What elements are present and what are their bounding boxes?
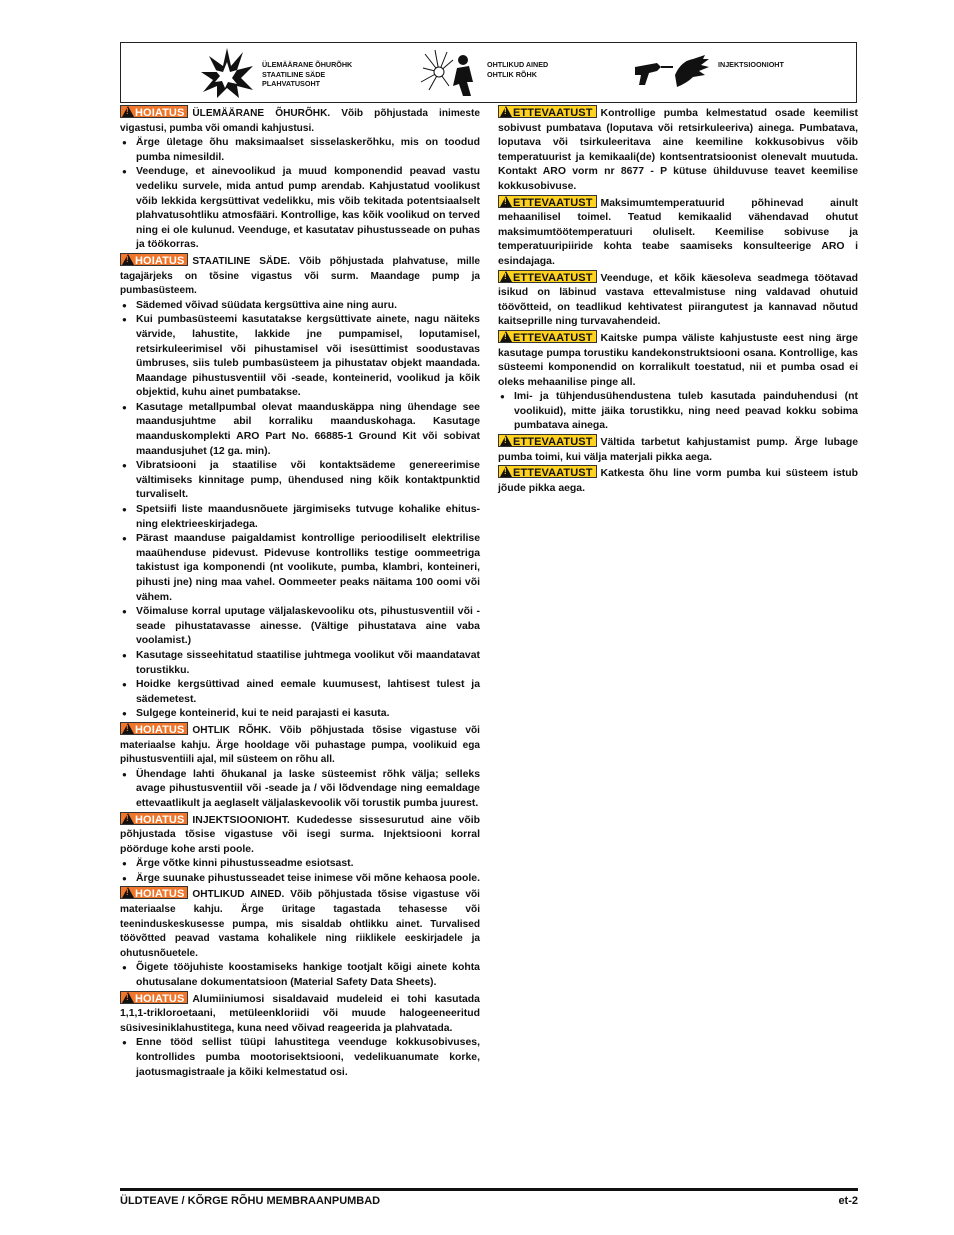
list-item: ● Ärge võtke kinni pihustusseadme esiotsast.	[120, 857, 480, 872]
caution-block-external-damage: !ETTEVAATUST Kaitske pumpa väliste kahjustuste eest ning ärge kasutage pumpa torustiku kandekonstruktsiooni osana. Kontrollige, kas süsteemi komponendid on korralikult toestatud, nii et pumba osad ei oleks mehaanilise pinge all. ● Imi- ja tühjendusühendustena tuleb kasutada painduhendusi (nt voolikuid), mitte jäika torustikku, ning need peavad kokku sobima pumbatava ainega.	[498, 330, 858, 434]
warning-badge: !HOIATUS	[120, 991, 188, 1004]
warning-triangle-icon	[122, 813, 134, 824]
hazard-label-1: ÜLEMÄÄRANE ÕHURÕHK STAATILINE SÄDE PLAHVATUSOHT	[262, 60, 353, 88]
warning-triangle-icon	[500, 196, 512, 207]
warning-triangle-icon	[500, 271, 512, 282]
injection-hazard-icon	[631, 53, 711, 93]
warning-block-overpressure: !HOIATUS ÜLEMÄÄRANE ÕHURÕHK. Võib põhjustada inimeste vigastusi, pumba või omandi kahjustusi. ● Ärge ületage õhu maksimaalset sisselaskerõhku, mis on toodud pumba nimesildil. ● Veenduge, et ainevoolikud ja muud komponendid peavad vastu vedeliku survele, mida antud pump arendab. Kahjustatud voolikust võib lekkida kergsüttivat vedelikku, mis võib tekitada potentsiaalselt plahvatusohtliku atmosfääri. Kontrollige, kas kõik voolikud on terved ning ei ole kulunud. Veenduge, et kasutatav pihustusseade on puhas ja töökorras.	[120, 105, 480, 253]
hazard-header-box	[120, 42, 857, 103]
list-item: ● Veenduge, et ainevoolikud ja muud komponendid peavad vastu vedeliku survele, mida antud pump arendab. Kahjustatud voolikust võib lekkida kergsüttivat vedelikku, mis võib tekitada potentsiaalselt plahvatusohtliku atmosfääri. Kontrollige, kas kõik voolikud on terved ning ei ole kulunud. Veenduge, et kasutatav pihustusseade on puhas ja töökorras.	[120, 165, 480, 253]
warning-block-aluminium: !HOIATUS Alumiiniumosi sisaldavaid mudeleid ei tohi kasutada 1,1,1-trikloroetaani, metüleenkloriidi või muude halogeeneeritud süsivesiniklahustitega, kuna need võivad reageerida ja plahvatada. ● Enne tööd sellist tüüpi lahustitega veenduge kokkusobivuses, kontrollides pumba mootorisektsiooni, vedelikuanumate korke, jaotusmagistraale ja kõiki kelmestatud osi.	[120, 991, 480, 1081]
list-item: ● Kasutage sisseehitatud staatilise juhtmega voolikut või maandatavat torustikku.	[120, 649, 480, 678]
hazard-label-2: OHTLIKUD AINED OHTLIK RÕHK	[487, 60, 549, 79]
list-item: ● Vibratsiooni ja staatilise või kontaktsädeme genereerimise vältimiseks kinnitage pump, ühendused ning kõik kontaktpunktid turvaliselt.	[120, 459, 480, 503]
warning-badge: !HOIATUS	[120, 812, 188, 825]
warning-triangle-icon	[122, 254, 134, 265]
warning-block-static-spark: !HOIATUS STAATILINE SÄDE. Võib põhjustada plahvatuse, mille tagajärjeks on tõsine vigastus või surm. Maandage pump ja pumbasüsteem. ● Sädemed võivad süüdata kergsüttiva aine ning auru. ● Kui pumbasüsteemi kasutatakse kergsüttivate ainete, nagu näiteks värvide, lahustite, lakkide jne pumpamisel, loputamisel, retsirkuleerimisel või pihustamisel või isesüttimist soodustavas ümbruses, siis tuleb pumbasüsteem ja pihustatav objekt maandada. Maandage pihustusventiil või -seade, konteinerid, voolikud ja kõik objektid, kuhu ainet pumbatakse. ● Kasutage metallpumbal olevat maanduskäppa ning ühendage see maandusjuhtme abil korraliku maanduskohaga. Kasutage maanduskomplekti ARO Part No. 66885-1 Ground Kit või sobivat maandusjuhet (12 ga. min). ● Vibratsiooni ja staatilise või kontaktsädeme genereerimise vältimiseks kinnitage pump, ühendused ning kõik kontaktpunktid turvaliselt. ● Spetsiifi liste maandusnõuete järgimiseks tutvuge kohalike ehitus- ning elektrieeskirjadega. ● Pärast maanduse paigaldamist kontrollige perioodiliselt elektrilise maaühenduse pidevust. Pidevuse kontrolliks testige oommeetriga takistust iga komponendi (nt voolikute, pumba, klambri, konteineri, pihusti jne) ning maa vahel. Oommeeter peaks näitama 100 oomi või vähem. ● Võimaluse korral uputage väljalaskevooliku ots, pihustusventiil või -seade pihustatavasse ainesse. (Vältige pihustatava aine vaba voolamist.) ● Kasutage sisseehitatud staatilise juhtmega voolikut või maandatavat torustikku. ● Hoidke kergsüttivad ained eemale kuumusest, lahtisest tulest ja sädemetest. ● Sulgege konteinerid, kui te neid parajasti ei kasuta.	[120, 253, 480, 722]
caution-block-dry-run: !ETTEVAATUST Vältida tarbetut kahjustamist pump. Ärge lubage pumba toimi, kui välja materjali pikka aega.	[498, 434, 858, 465]
list-item: ● Enne tööd sellist tüüpi lahustitega veenduge kokkusobivuses, kontrollides pumba mootorisektsiooni, vedelikuanumate korke, jaotusmagistraale ja kõiki kelmestatud osi.	[120, 1036, 480, 1080]
warning-block-hazardous-pressure: !HOIATUS OHTLIK RÕHK. Võib põhjustada tõsise vigastuse või materiaalse kahju. Ärge hooldage või puhastage pumpa, voolikuid ega pihustusventiili ajal, mil süsteem on rõhu all. ● Ühendage lahti õhukanal ja laske süsteemist rõhk välja; selleks avage pihustusventiil või -seade ja / või lõdvendage ning eemaldage ettevaatlikult ja aeglaselt väljalaskevoolik või torustik pumba juurest.	[120, 722, 480, 812]
warning-triangle-icon	[122, 887, 134, 898]
footer-title: ÜLDTEAVE / KÕRGE RÕHU MEMBRAANPUMBAD	[120, 1195, 381, 1207]
page-number: et-2	[838, 1195, 858, 1207]
list-item: ● Pärast maanduse paigaldamist kontrollige perioodiliselt elektrilise maaühenduse pidevust. Pidevuse kontrolliks testige oommeetriga takistust iga komponendi (nt voolikute, pumba, klambri, konteineri, pihusti jne) ning maa vahel. Oommeeter peaks näitama 100 oomi või vähem.	[120, 532, 480, 605]
caution-badge: !ETTEVAATUST	[498, 330, 597, 343]
hazardous-materials-icon	[419, 46, 479, 100]
warning-badge: !HOIATUS	[120, 886, 188, 899]
explosion-icon	[199, 46, 255, 100]
caution-badge: !ETTEVAATUST	[498, 270, 597, 283]
footer-rule	[120, 1188, 858, 1191]
warning-badge: !HOIATUS	[120, 722, 188, 735]
list-item: ● Võimaluse korral uputage väljalaskevooliku ots, pihustusventiil või -seade pihustatavasse ainesse. (Vältige pihustatava aine vaba voolamist.)	[120, 605, 480, 649]
list-item: ● Õigete tööjuhiste koostamiseks hankige tootjalt kõigi ainete kohta ohutusalane dokumentatsioon (Material Safety Data Sheets).	[120, 961, 480, 990]
caution-badge: !ETTEVAATUST	[498, 105, 597, 118]
list-item: ● Sädemed võivad süüdata kergsüttiva aine ning auru.	[120, 299, 480, 314]
left-column	[120, 105, 480, 1080]
caution-block-max-temperature: !ETTEVAATUST Maksimumtemperatuurid põhinevad ainult mehaanilisel toimel. Teatud kemikaalid vähendavad ohutut maksimumtöötemperatuuri oluliselt. Keemilise sobivuse ja temperatuuripiiride kohta teabe saamiseks konsulteerige ARO i esindajaga.	[498, 195, 858, 270]
right-column	[498, 105, 858, 496]
caution-block-idle: !ETTEVAATUST Katkesta õhu line vorm pumba kui süsteem istub jõude pikka aega.	[498, 465, 858, 496]
caution-badge: !ETTEVAATUST	[498, 434, 597, 447]
list-item: ● Imi- ja tühjendusühendustena tuleb kasutada painduhendusi (nt voolikuid), mitte jäika torustikku, ning need peavad kokku sobima pumbatava ainega.	[498, 390, 858, 434]
warning-triangle-icon	[122, 992, 134, 1003]
list-item: ● Spetsiifi liste maandusnõuete järgimiseks tutvuge kohalike ehitus- ning elektrieeskirjadega.	[120, 503, 480, 532]
list-item: ● Ärge ületage õhu maksimaalset sisselaskerõhku, mis on toodud pumba nimesildil.	[120, 136, 480, 165]
caution-badge: !ETTEVAATUST	[498, 195, 597, 208]
caution-block-training: !ETTEVAATUST Veenduge, et kõik käesoleva seadmega töötavad isikud on läbinud vastava ettevalmistuse ning valdavad ohutuid töövõtteid, on teadlikud kehtivatest piirangutest ja kannavad nõutud kaitseprille ning turvavahendeid.	[498, 270, 858, 330]
warning-triangle-icon	[500, 331, 512, 342]
caution-block-chemical-compatibility: !ETTEVAATUST Kontrollige pumba kelmestatud osade keemilist sobivust pumbatava (loputava või retsirkuleeriva) ainega. Pumbatava, loputava või tsirkuleeritava aine keemiline kokkusobivus võib temperatuurist ja kemikaali(de) kontsentratsioonist olenevalt muutuda. Kontakt ARO vorm nr 8677 - P kütuse ühilduvuse teavet keemilise kokkusobivuse.	[498, 105, 858, 195]
hazard-label-3: INJEKTSIOONIOHT	[718, 60, 784, 69]
warning-triangle-icon	[500, 106, 512, 117]
warning-badge: !HOIATUS	[120, 253, 188, 266]
list-item: ● Hoidke kergsüttivad ained eemale kuumusest, lahtisest tulest ja sädemetest.	[120, 678, 480, 707]
warning-triangle-icon	[500, 435, 512, 446]
warning-triangle-icon	[122, 106, 134, 117]
list-item: ● Sulgege konteinerid, kui te neid parajasti ei kasuta.	[120, 707, 480, 722]
list-item: ● Kasutage metallpumbal olevat maanduskäppa ning ühendage see maandusjuhtme abil korraliku maanduskohaga. Kasutage maanduskomplekti ARO Part No. 66885-1 Ground Kit või sobivat maandusjuhet (12 ga. min).	[120, 401, 480, 459]
warning-badge: !HOIATUS	[120, 105, 188, 118]
list-item: ● Ühendage lahti õhukanal ja laske süsteemist rõhk välja; selleks avage pihustusventiil või -seade ja / või lõdvendage ning eemaldage ettevaatlikult ja aeglaselt väljalaskevoolik või torustik pumba juurest.	[120, 768, 480, 812]
warning-triangle-icon	[122, 723, 134, 734]
list-item: ● Kui pumbasüsteemi kasutatakse kergsüttivate ainete, nagu näiteks värvide, lahustite, lakkide jne pumpamisel, loputamisel, retsirkuleerimisel või pihustamisel või isesüttimist soodustavas ümbruses, siis tuleb pumbasüsteem ja pihustatav objekt maandada. Maandage pihustusventiil või -seade, konteinerid, voolikud ja kõik objektid, kuhu ainet pumbatakse.	[120, 313, 480, 401]
list-item: ● Ärge suunake pihustusseadet teise inimese või mõne kehaosa poole.	[120, 872, 480, 887]
warning-block-injection: !HOIATUS INJEKTSIOONIOHT. Kudedesse sissesurutud aine võib põhjustada tõsise vigastuse või isegi surma. Injektsiooni korral pöörduge kohe arsti poole. ● Ärge võtke kinni pihustusseadme esiotsast. ● Ärge suunake pihustusseadet teise inimese või mõne kehaosa poole.	[120, 812, 480, 887]
warning-block-hazardous-materials: !HOIATUS OHTLIKUD AINED. Võib põhjustada tõsise vigastuse või materiaalse kahju. Ärge üritage tagastada tehasesse või teeninduskeskusesse pumpa, mis sisaldab ohtlikku ainet. Turvalised töövõtted peavad vastama kohalikele ning riiklikele eeskirjadele ja ohutusnõuetele. ● Õigete tööjuhiste koostamiseks hankige tootjalt kõigi ainete kohta ohutusalane dokumentatsioon (Material Safety Data Sheets).	[120, 886, 480, 990]
caution-badge: !ETTEVAATUST	[498, 465, 597, 478]
warning-triangle-icon	[500, 466, 512, 477]
